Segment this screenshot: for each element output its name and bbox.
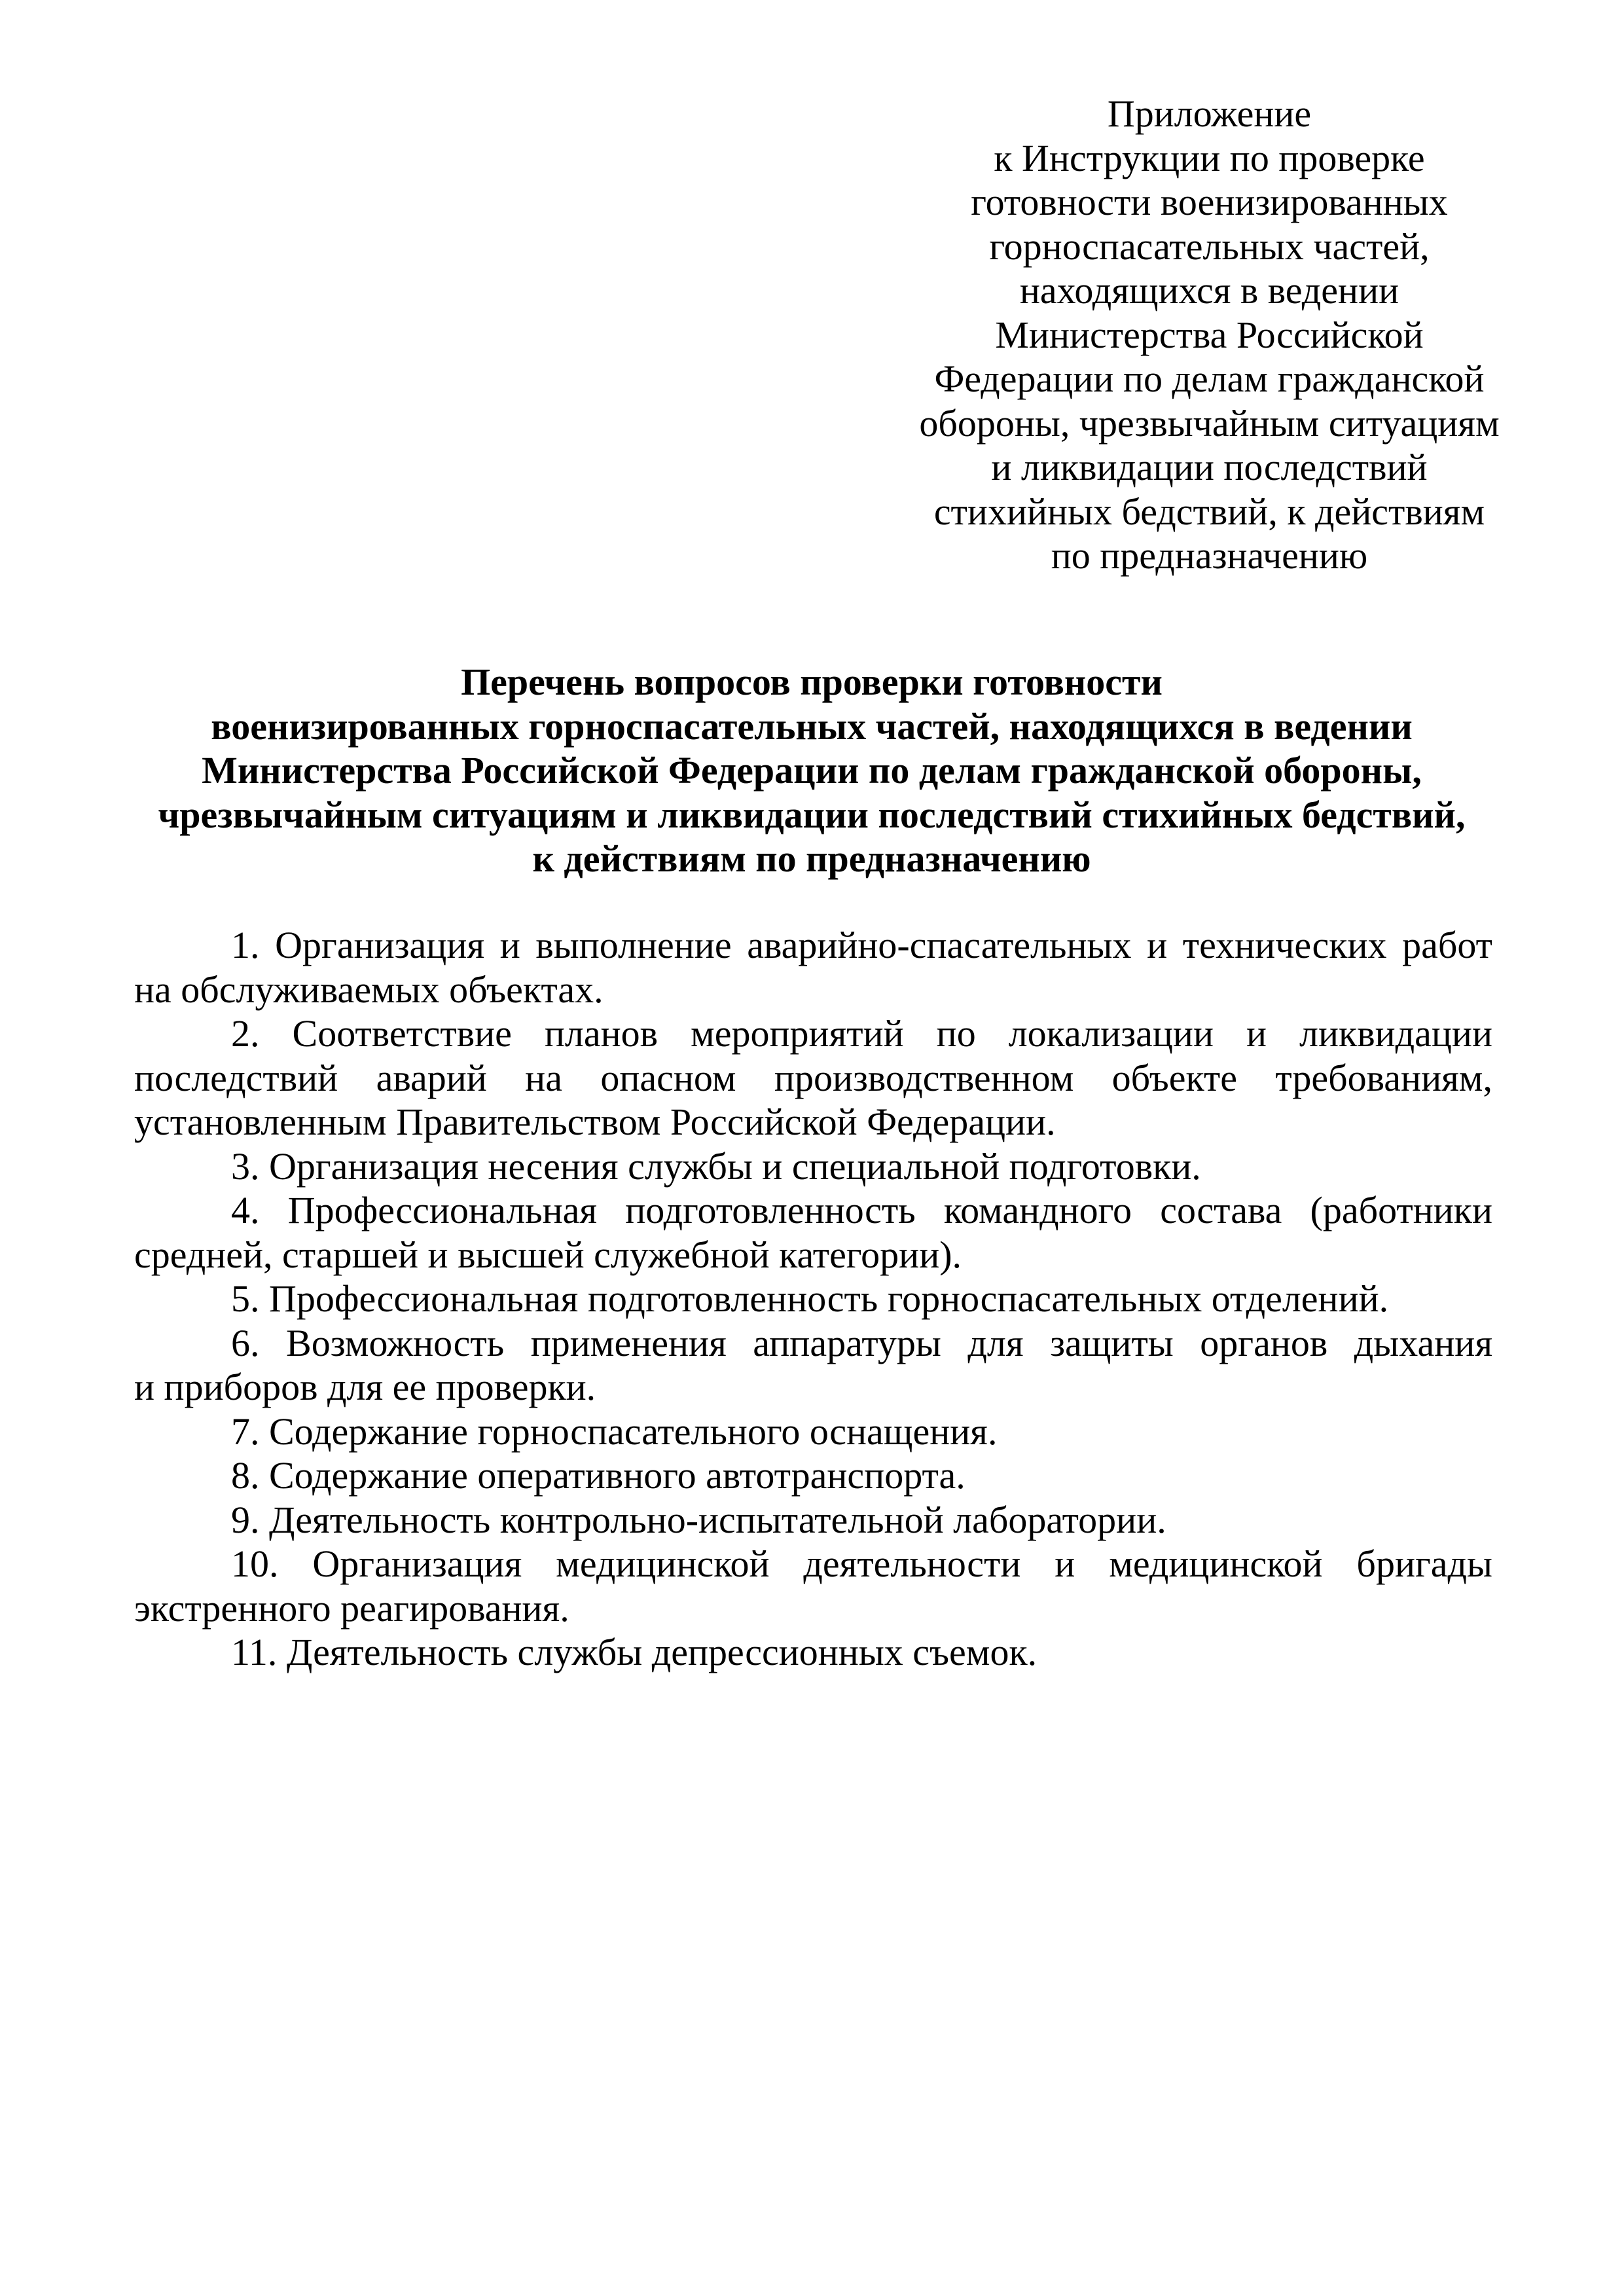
list-item-line: 4. Профессиональная подготовленность командного состава (работники: [231, 1189, 1492, 1231]
list-item: [134, 1498, 1492, 1542]
appendix-line: по предназначению: [1051, 534, 1368, 577]
list-item-line: на обслуживаемых объектах.: [134, 968, 604, 1011]
list-item-line: 10. Организация медицинской деятельности и медицинской бригады: [231, 1542, 1492, 1585]
title-line: чрезвычайным ситуациям и ликвидации последствий стихийных бедствий,: [158, 793, 1466, 836]
appendix-line: к Инструкции по проверке: [994, 136, 1425, 179]
appendix-line: готовности военизированных: [971, 181, 1448, 223]
appendix-line: и ликвидации последствий: [991, 446, 1428, 488]
list-item-line: 3. Организация несения службы и специальной подготовки.: [231, 1144, 1201, 1188]
list-item-line: экстренного реагирования.: [134, 1586, 569, 1630]
list-item: [134, 1630, 1492, 1675]
appendix-line: находящихся в ведении: [1019, 269, 1399, 312]
appendix-line: обороны, чрезвычайным ситуациям: [919, 401, 1500, 445]
list-item: [134, 1277, 1492, 1321]
list-item-line: 1. Организация и выполнение аварийно-спасательных и технических работ: [231, 924, 1492, 966]
list-item-line: 8. Содержание оперативного автотранспорта.: [231, 1454, 965, 1497]
document-title: [134, 660, 1489, 881]
list-item: [134, 1144, 1492, 1189]
list-item: [134, 1542, 1492, 1630]
list-item: [134, 1453, 1492, 1498]
list-item: [134, 1410, 1492, 1454]
title-line: Министерства Российской Федерации по делам гражданской обороны,: [202, 749, 1422, 792]
list-item-line: средней, старшей и высшей служебной категории).: [134, 1233, 962, 1276]
title-line: Перечень вопросов проверки готовности: [461, 661, 1163, 703]
appendix-line: Министерства Российской: [995, 313, 1424, 356]
list-item-line: 7. Содержание горноспасательного оснащения.: [231, 1410, 998, 1453]
list-item-line: последствий аварий на опасном производственном объекте требованиям,: [134, 1056, 1492, 1099]
list-item-line: 11. Деятельность службы депрессионных съемок.: [231, 1631, 1038, 1673]
list-item: [134, 1321, 1492, 1410]
appendix-line: Федерации по делам гражданской: [934, 357, 1485, 400]
appendix-header: [887, 92, 1532, 578]
title-line: к действиям по предназначению: [532, 837, 1091, 880]
list-item-line: 5. Профессиональная подготовленность горноспасательных отделений.: [231, 1277, 1389, 1320]
list-item-line: 2. Соответствие планов мероприятий по локализации и ликвидации: [231, 1012, 1492, 1055]
question-list: [134, 923, 1492, 1675]
appendix-line: стихийных бедствий, к действиям: [933, 490, 1485, 533]
title-line: военизированных горноспасательных частей, находящихся в ведении: [211, 704, 1413, 748]
list-item-line: установленным Правительством Российской Федерации.: [134, 1101, 1056, 1143]
list-item: [134, 923, 1492, 1011]
list-item-line: 9. Деятельность контрольно-испытательной лаборатории.: [231, 1498, 1166, 1541]
list-item-line: 6. Возможность применения аппаратуры для защиты органов дыхания: [231, 1321, 1492, 1364]
list-item-line: и приборов для ее проверки.: [134, 1366, 596, 1408]
list-item: [134, 1011, 1492, 1144]
appendix-line: Приложение: [1107, 92, 1312, 135]
appendix-line: горноспасательных частей,: [989, 225, 1430, 268]
list-item: [134, 1188, 1492, 1277]
